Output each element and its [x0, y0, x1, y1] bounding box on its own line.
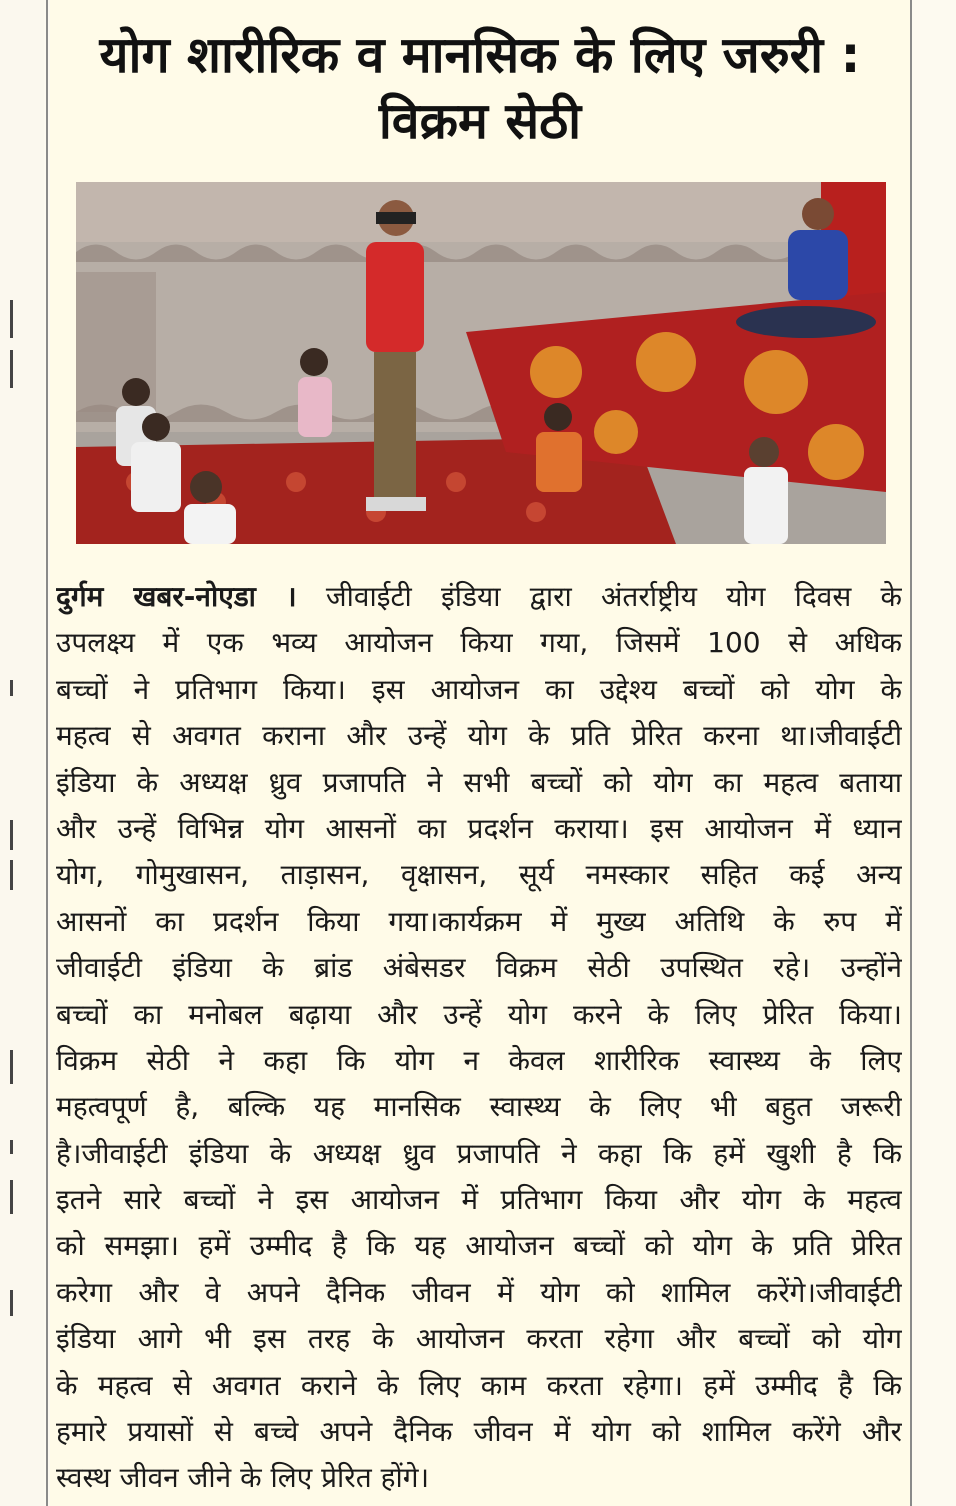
margin-mark [10, 1290, 13, 1316]
article-line: और उन्हें विभिन्न योग आसनों का प्रदर्शन कराया। इस आयोजन में ध्यान [56, 811, 902, 845]
article-line-text: जीवाईटी इंडिया द्वारा अंतर्राष्ट्रीय योग दिवस के [296, 580, 902, 613]
article-line: महत्वपूर्ण है, बल्कि यह मानसिक स्वास्थ्य के लिए भी बहुत जरूरी [56, 1090, 902, 1124]
article-line: इंडिया आगे भी इस तरह के आयोजन करता रहेगा और बच्चों को योग [56, 1322, 902, 1356]
margin-mark [10, 1180, 13, 1214]
article-line: बच्चों ने प्रतिभाग किया। इस आयोजन का उद्देश्य बच्चों को योग के [56, 672, 902, 706]
headline-line-2: विक्रम सेठी [378, 92, 582, 150]
margin-mark [10, 680, 13, 696]
article-line: इंडिया के अध्यक्ष ध्रुव प्रजापति ने सभी बच्चों को योग का महत्व बताया [56, 765, 902, 799]
margin-mark [10, 350, 13, 388]
headline [50, 22, 910, 154]
column-border-left [46, 0, 48, 1506]
left-margin-strip [0, 0, 44, 1506]
article-line: बच्चों का मनोबल बढ़ाया और उन्हें योग करने के लिए प्रेरित किया। [56, 997, 902, 1031]
article-line: के महत्व से अवगत कराने के लिए काम करता रहेगा। हमें उम्मीद है कि [56, 1368, 902, 1402]
article-line [56, 574, 902, 620]
margin-mark [10, 860, 13, 890]
article-line: महत्व से अवगत कराना और उन्हें योग के प्रति प्रेरित करना था।जीवाईटी [56, 719, 902, 753]
article-line: है।जीवाईटी इंडिया के अध्यक्ष ध्रुव प्रजापति ने कहा कि हमें खुशी है कि [56, 1136, 902, 1170]
news-article [50, 0, 910, 1506]
article-body [56, 574, 902, 1502]
article-line: इतने सारे बच्चों ने इस आयोजन में प्रतिभाग किया और योग के महत्व [56, 1183, 902, 1217]
article-line: योग, गोमुखासन, ताड़ासन, वृक्षासन, सूर्य नमस्कार सहित कई अन्य [56, 858, 902, 892]
article-line: हमारे प्रयासों से बच्चे अपने दैनिक जीवन में योग को शामिल करेंगे और [56, 1415, 902, 1449]
article-line: स्वस्थ जीवन जीने के लिए प्रेरित होंगे। [56, 1461, 430, 1495]
article-line: उपलक्ष्य में एक भव्य आयोजन किया गया, जिसमें 100 से अधिक [56, 626, 902, 660]
article-line: विक्रम सेठी ने कहा कि योग न केवल शारीरिक स्वास्थ्य के लिए [56, 1043, 902, 1077]
photo-illustration [76, 182, 886, 544]
article-line: आसनों का प्रदर्शन किया गया।कार्यक्रम में मुख्य अतिथि के रुप में [56, 904, 902, 938]
margin-mark [10, 1140, 13, 1154]
dateline: दुर्गम खबर-नोएडा । [56, 580, 297, 613]
headline-line-1: योग शारीरिक व मानसिक के लिए जरुरी : [99, 26, 861, 84]
article-line: को समझा। हमें उम्मीद है कि यह आयोजन बच्चों को योग के प्रति प्रेरित [56, 1229, 902, 1263]
margin-mark [10, 820, 13, 850]
column-border-right [910, 0, 912, 1506]
margin-mark [10, 1050, 13, 1084]
yoga-event-photo [76, 182, 886, 544]
margin-mark [10, 300, 13, 338]
article-line: जीवाईटी इंडिया के ब्रांड अंबेसडर विक्रम सेठी उपस्थित रहे। उन्होंने [56, 951, 902, 985]
article-line: करेगा और वे अपने दैनिक जीवन में योग को शामिल करेंगे।जीवाईटी [56, 1275, 902, 1309]
